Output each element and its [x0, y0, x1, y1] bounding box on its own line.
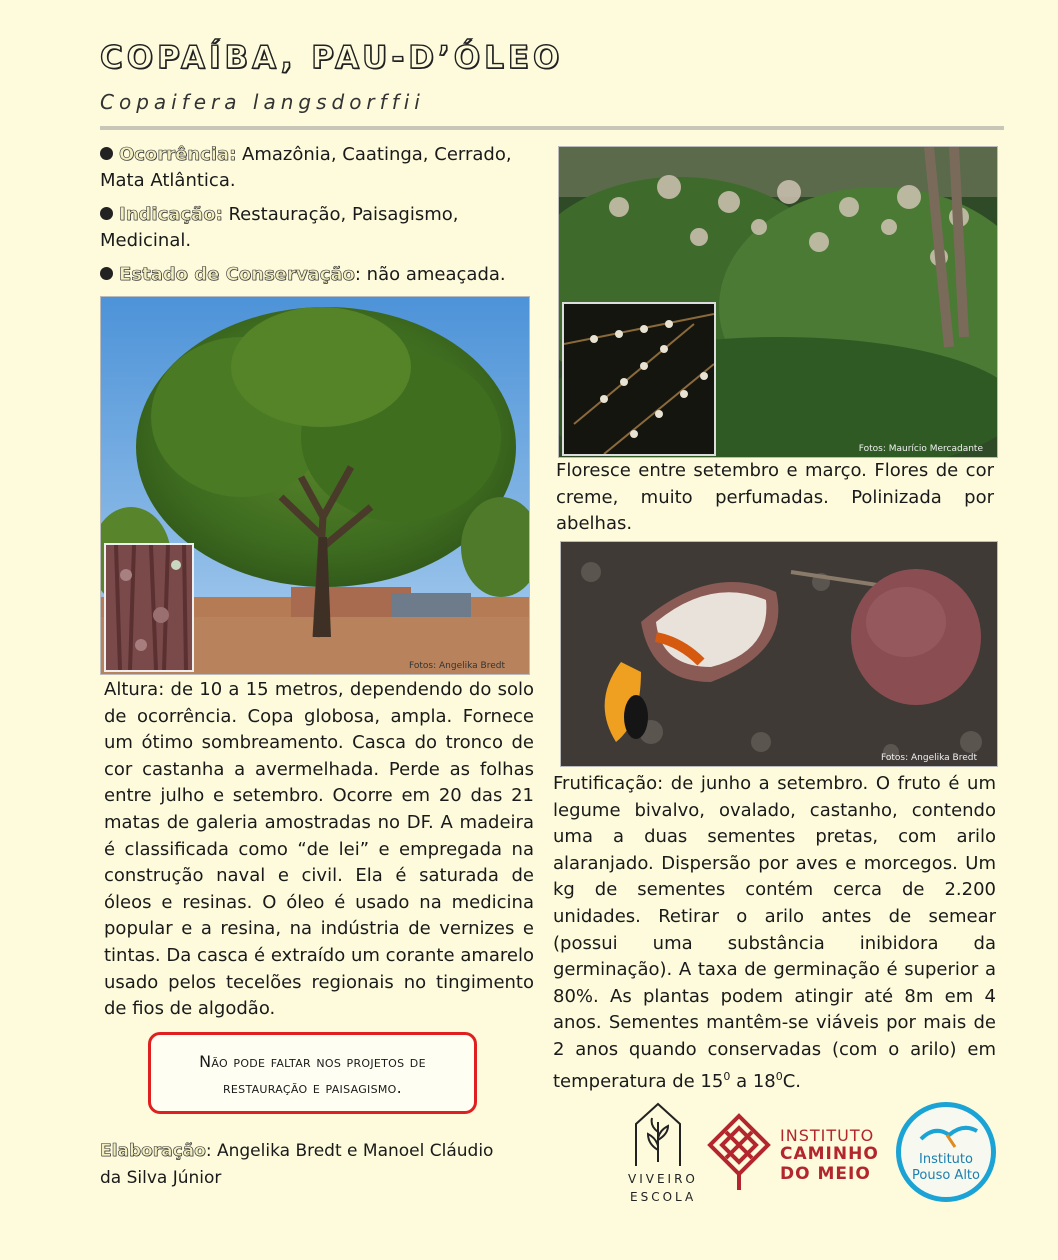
- fruit-photo-credit: Fotos: Angelika Bredt: [881, 753, 977, 763]
- fruit-text: Frutificação: de junho a setembro. O fruto é um legume bivalvo, ovalado, castanho, contendo uma a duas sementes pretas, com arilo alaranjado. Dispersão por aves e morcegos. Um kg de sementes contém cerca de 2.200 unidades. Retirar o arilo antes de semear (possui uma substância inibidora da germinação). A taxa de germinação é superior a 80%. As plantas podem atingir até 8m em 4 anos. Sementes mantêm-se viáveis por mais de 2 anos quando conservadas (com o arilo) em temperatura de $15^0$ a $18^0C$.: [553, 773, 996, 1092]
- bullet-occurrence: Ocorrência: Amazônia, Caatinga, Cerrado, Mata Atlântica.: [100, 144, 512, 191]
- flower-photo-credit: Fotos: Maurício Mercadante: [858, 444, 983, 454]
- callout-line-2: restauração e paisagismo.: [222, 1078, 403, 1097]
- bullet-indication: Indicação: Restauração, Paisagismo, Medicinal.: [100, 204, 459, 251]
- instituto-pouso-alto-logo: Instituto Pouso Alto: [896, 1102, 996, 1202]
- header-divider: [100, 126, 1004, 130]
- bullet-dot-icon: [100, 267, 113, 280]
- page-title: COPAÍBA, PAU-D’ÓLEO: [100, 40, 564, 76]
- bullet-dot-icon: [100, 147, 113, 160]
- flower-inset-photo: [562, 302, 716, 456]
- tree-photo: [100, 296, 530, 675]
- viveiro-escola-logo: VIVEIRO ESCOLA: [622, 1100, 694, 1210]
- tree-photo-credit: Fotos: Angelika Bredt: [409, 661, 505, 671]
- bullet-conservation: Estado de Conservação: não ameaçada.: [100, 262, 530, 288]
- authors-credit: Elaboração: Angelika Bredt e Manoel Cláudio da Silva Júnior: [100, 1141, 494, 1188]
- scientific-name: Copaifera langsdorffii: [100, 90, 425, 114]
- description-text: Altura: de 10 a 15 metros, dependendo do solo de ocorrência. Copa globosa, ampla. Fornece um ótimo sombreamento. Casca do tronco de cor castanha a avermelhada. Perde as folhas entre julho e setembro. Ocorre em 20 das 21 matas de galeria amostradas no DF. A madeira é classificada como “de lei” e empregada na construção naval e civil. Ela é saturada de óleos e resinas. O óleo é usado na medicina popular e a resina, na indústria de vernizes e tintas. Da casca é extraído um corante amarelo usado pelos tecelões regionais no tingimento de fios de algodão.: [104, 679, 534, 1020]
- restoration-callout: [148, 1032, 477, 1114]
- fruit-photo: [560, 541, 998, 767]
- info-bullets: [100, 142, 530, 296]
- flowering-text: Floresce entre setembro e março. Flores de cor creme, muito perfumadas. Polinizada por abelhas.: [556, 460, 994, 535]
- endless-knot-icon: [706, 1112, 772, 1194]
- callout-line-1: Não pode faltar nos projetos de: [199, 1052, 426, 1071]
- flower-photo: [558, 146, 998, 458]
- bark-inset-photo: [104, 543, 194, 672]
- viveiro-escola-icon: [622, 1100, 694, 1170]
- bullet-dot-icon: [100, 207, 113, 220]
- instituto-caminho-do-meio-logo: INSTITUTO CAMINHO DO MEIO: [706, 1112, 882, 1198]
- bird-icon: [919, 1121, 979, 1151]
